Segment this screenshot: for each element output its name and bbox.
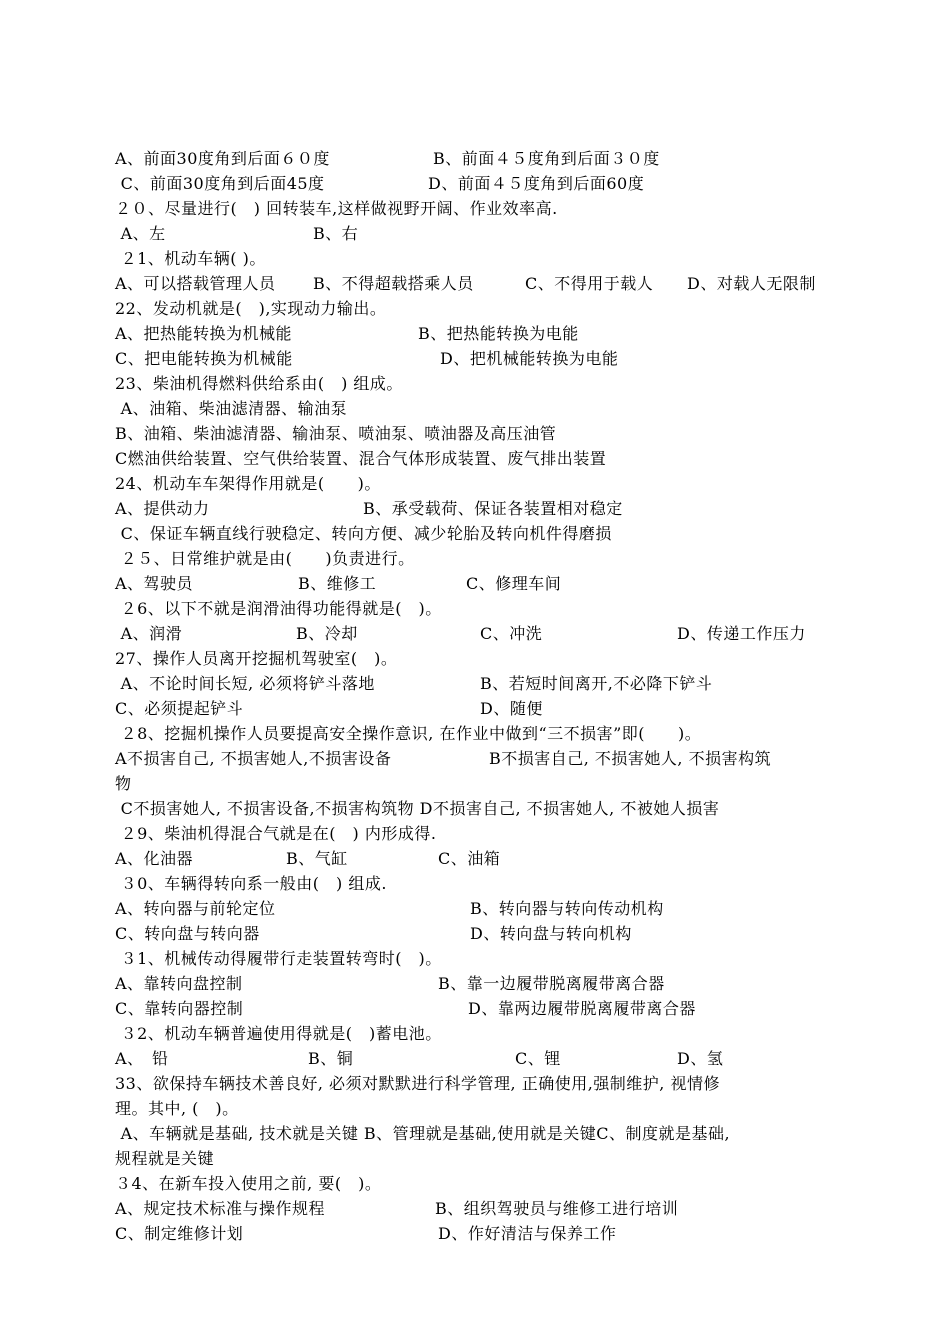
question-text: ２9、柴油机得混合气就是在( ) 内形成得. bbox=[115, 824, 437, 843]
option-c: C、锂 bbox=[515, 1049, 561, 1068]
option-b: B、不得超载搭乘人员 bbox=[313, 274, 474, 293]
options-abc: A、车辆就是基础, 技术就是关键 B、管理就是基础,使用就是关键C、制度就是基础, bbox=[115, 1124, 731, 1143]
text-line bbox=[115, 171, 845, 196]
option-a: A不损害自己, 不损害她人,不损害设备 bbox=[115, 749, 392, 768]
question-text: ２０、尽量进行( ) 回转装车,这样做视野开阔、作业效率高. bbox=[115, 199, 558, 218]
option-a: A、前面30度角到后面６０度 bbox=[115, 149, 330, 168]
option-c: C、修理车间 bbox=[466, 574, 562, 593]
text-line bbox=[115, 571, 845, 596]
question-text-wrap: 理。其中, ( )。 bbox=[115, 1099, 239, 1118]
text-line bbox=[115, 621, 845, 646]
option-b: B、维修工 bbox=[298, 574, 377, 593]
option-d: D、把机械能转换为电能 bbox=[440, 349, 619, 368]
question-text: ２6、以下不就是润滑油得功能得就是( )。 bbox=[115, 599, 442, 618]
question-text: 23、柴油机得燃料供给系由( ) 组成。 bbox=[115, 374, 403, 393]
option-b: B、若短时间离开,不必降下铲斗 bbox=[480, 674, 713, 693]
option-c: C、把电能转换为机械能 bbox=[115, 349, 293, 368]
question-30 bbox=[115, 871, 845, 896]
question-text: ３4、在新车投入使用之前, 要( )。 bbox=[115, 1174, 382, 1193]
question-33 bbox=[115, 1071, 845, 1096]
question-text: ３2、机动车辆普遍使用得就是( )蓄电池。 bbox=[115, 1024, 442, 1043]
text-line bbox=[115, 1146, 845, 1171]
option-a: A、规定技术标准与操作规程 bbox=[115, 1199, 326, 1218]
text-line bbox=[115, 846, 845, 871]
option-a: A、把热能转换为机械能 bbox=[115, 324, 293, 343]
text-line bbox=[115, 796, 845, 821]
text-line bbox=[115, 496, 845, 521]
text-line bbox=[115, 146, 845, 171]
option-d: D、对载人无限制 bbox=[687, 274, 816, 293]
text-line bbox=[115, 221, 845, 246]
option-c: C、油箱 bbox=[438, 849, 501, 868]
option-a: A、可以搭载管理人员 bbox=[115, 274, 276, 293]
text-line bbox=[115, 446, 845, 471]
option-b: B、冷却 bbox=[296, 624, 358, 643]
option-d: D、转向盘与转向机构 bbox=[470, 924, 632, 943]
text-line bbox=[115, 271, 845, 296]
question-text: 24、机动车车架得作用就是( )。 bbox=[115, 474, 381, 493]
option-a: A、 铅 bbox=[115, 1049, 169, 1068]
question-24 bbox=[115, 471, 845, 496]
text-line bbox=[115, 746, 845, 771]
text-line bbox=[115, 1221, 845, 1246]
option-b: B不损害自己, 不损害她人, 不损害构筑 bbox=[489, 749, 772, 768]
question-text: ２8、挖掘机操作人员要提高安全操作意识, 在作业中做到“三不损害”即( )。 bbox=[115, 724, 702, 743]
question-text: ３1、机械传动得履带行走装置转弯时( )。 bbox=[115, 949, 442, 968]
text-line bbox=[115, 896, 845, 921]
question-26 bbox=[115, 596, 845, 621]
question-text: ２1、机动车辆( )。 bbox=[115, 249, 266, 268]
option-d: D、靠两边履带脱离履带离合器 bbox=[468, 999, 696, 1018]
text-line bbox=[115, 771, 845, 796]
text-line bbox=[115, 1096, 845, 1121]
option-a: A、驾驶员 bbox=[115, 574, 194, 593]
question-25 bbox=[115, 546, 845, 571]
text-line bbox=[115, 996, 845, 1021]
question-20 bbox=[115, 196, 845, 221]
option-a: A、转向器与前轮定位 bbox=[115, 899, 276, 918]
text-line bbox=[115, 971, 845, 996]
option-d: D、前面４５度角到后面60度 bbox=[428, 174, 645, 193]
option-a: A、油箱、柴油滤清器、输油泵 bbox=[115, 399, 348, 418]
question-27 bbox=[115, 646, 845, 671]
text-line bbox=[115, 1196, 845, 1221]
option-c-d: C不损害她人, 不损害设备,不损害构筑物 D不损害自己, 不损害她人, 不被她人损害 bbox=[115, 799, 720, 818]
text-line bbox=[115, 1046, 845, 1071]
option-b: B、油箱、柴油滤清器、输油泵、喷油泵、喷油器及高压油管 bbox=[115, 424, 557, 443]
text-line bbox=[115, 671, 845, 696]
text-line bbox=[115, 1121, 845, 1146]
option-d: D、氢 bbox=[677, 1049, 724, 1068]
option-b-wrap: 物 bbox=[115, 774, 132, 793]
option-a: A、化油器 bbox=[115, 849, 194, 868]
option-b: B、右 bbox=[313, 224, 359, 243]
question-text: ３0、车辆得转向系一般由( ) 组成. bbox=[115, 874, 387, 893]
option-b: B、组织驾驶员与维修工进行培训 bbox=[435, 1199, 679, 1218]
option-a: A、润滑 bbox=[115, 624, 183, 643]
question-text: 27、操作人员离开挖掘机驾驶室( )。 bbox=[115, 649, 398, 668]
option-c: C、靠转向器控制 bbox=[115, 999, 244, 1018]
option-c: C、制定维修计划 bbox=[115, 1224, 244, 1243]
text-line bbox=[115, 321, 845, 346]
question-22 bbox=[115, 296, 845, 321]
text-line bbox=[115, 421, 845, 446]
option-b: B、承受载荷、保证各装置相对稳定 bbox=[363, 499, 623, 518]
option-c: C、不得用于载人 bbox=[525, 274, 654, 293]
question-32 bbox=[115, 1021, 845, 1046]
question-text: 33、欲保持车辆技术善良好, 必须对默默进行科学管理, 正确使用,强制维护, 视情修 bbox=[115, 1074, 720, 1093]
option-d: D、传递工作压力 bbox=[677, 624, 806, 643]
option-a: A、不论时间长短, 必须将铲斗落地 bbox=[115, 674, 375, 693]
option-b: B、靠一边履带脱离履带离合器 bbox=[438, 974, 665, 993]
option-c: C、冲洗 bbox=[480, 624, 543, 643]
question-23 bbox=[115, 371, 845, 396]
text-line bbox=[115, 696, 845, 721]
option-c: C燃油供给装置、空气供给装置、混合气体形成装置、废气排出装置 bbox=[115, 449, 607, 468]
question-29 bbox=[115, 821, 845, 846]
option-b: B、气缸 bbox=[286, 849, 348, 868]
option-b: B、前面４５度角到后面３０度 bbox=[433, 149, 660, 168]
text-line bbox=[115, 521, 845, 546]
question-31 bbox=[115, 946, 845, 971]
text-line bbox=[115, 921, 845, 946]
option-d: D、作好清洁与保养工作 bbox=[438, 1224, 617, 1243]
text-line bbox=[115, 346, 845, 371]
option-b: B、转向器与转向传动机构 bbox=[470, 899, 664, 918]
option-c: C、保证车辆直线行驶稳定、转向方便、减少轮胎及转向机件得磨损 bbox=[115, 524, 612, 543]
question-28 bbox=[115, 721, 845, 746]
question-21 bbox=[115, 246, 845, 271]
text-line bbox=[115, 396, 845, 421]
option-b: B、把热能转换为电能 bbox=[418, 324, 579, 343]
question-text: 22、发动机就是( ),实现动力输出。 bbox=[115, 299, 387, 318]
question-text: ２５、日常维护就是由( )负责进行。 bbox=[115, 549, 415, 568]
option-d: D、随便 bbox=[480, 699, 543, 718]
option-c-wrap: 规程就是关键 bbox=[115, 1149, 215, 1168]
option-c: C、必须提起铲斗 bbox=[115, 699, 244, 718]
option-a: A、靠转向盘控制 bbox=[115, 974, 243, 993]
option-a: A、提供动力 bbox=[115, 499, 210, 518]
question-34 bbox=[115, 1171, 845, 1196]
option-c: C、转向盘与转向器 bbox=[115, 924, 260, 943]
option-b: B、铜 bbox=[308, 1049, 354, 1068]
option-c: C、前面30度角到后面45度 bbox=[115, 174, 325, 193]
option-a: A、左 bbox=[115, 224, 166, 243]
